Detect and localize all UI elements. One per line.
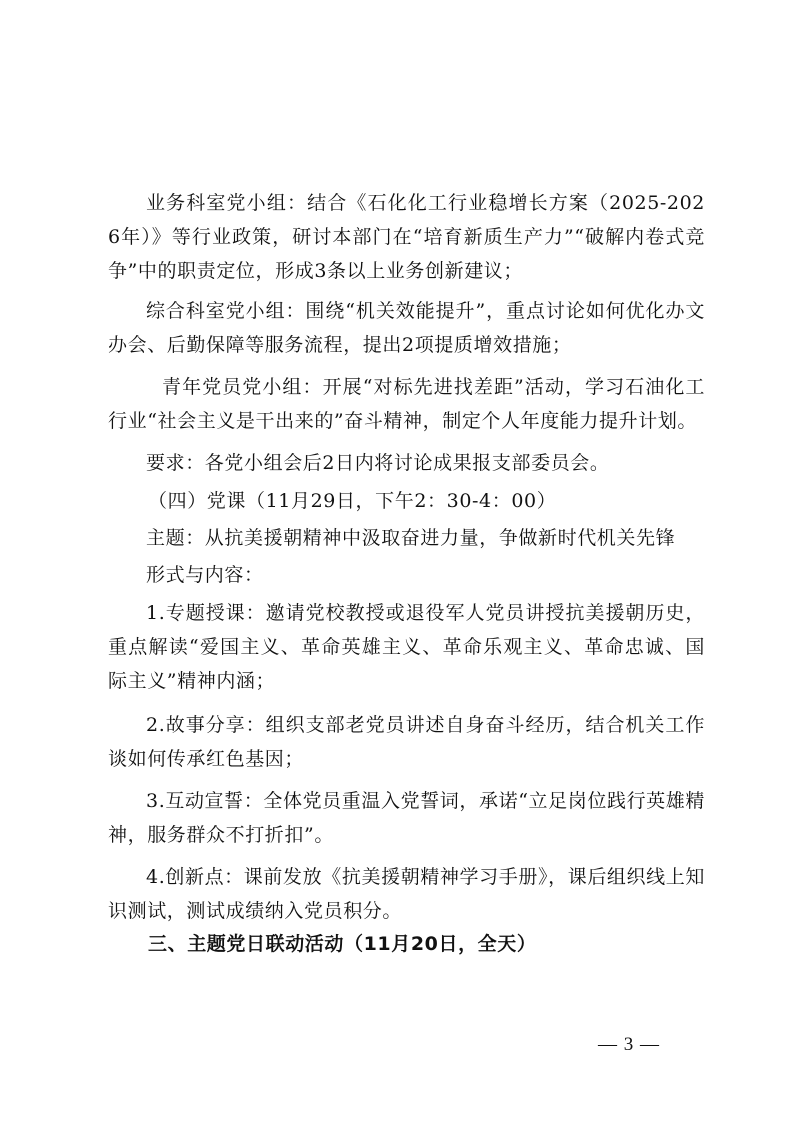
- paragraph-general-group: 综合科室党小组：围绕“机关效能提升”，重点讨论如何优化办文办会、后勤保障等服务流程，提出2项提质增效措施；: [108, 300, 705, 356]
- page-number: — 3 —: [598, 1034, 660, 1055]
- paragraph-requirement: 要求：各党小组会后2日内将讨论成果报支部委员会。: [146, 452, 610, 474]
- paragraph-business-group: 业务科室党小组：结合《石化化工行业稳增长方案（2025-2026年）》等行业政策，研讨本部门在“培育新质生产力”“破解内卷式竞争”中的职责定位，形成3条以上业务创新建议；: [108, 192, 705, 282]
- list-item-innovation: 4.创新点：课前发放《抗美援朝精神学习手册》，课后组织线上知识测试，测试成绩纳入党员积分。: [108, 866, 705, 922]
- list-item-lecture: 1.专题授课：邀请党校教授或退役军人党员讲授抗美援朝历史，重点解读“爱国主义、革命英雄主义、革命乐观主义、革命忠诚、国际主义”精神内涵；: [108, 602, 705, 692]
- paragraph-theme: 主题：从抗美援朝精神中汲取奋进力量，争做新时代机关先锋: [146, 527, 676, 549]
- list-item-story-sharing: 2.故事分享：组织支部老党员讲述自身奋斗经历，结合机关工作谈如何传承红色基因；: [108, 714, 705, 770]
- subsection-heading-party-lecture: （四）党课（11月29日，下午2：30-4：00）: [148, 490, 557, 512]
- list-item-oath: 3.互动宣誓：全体党员重温入党誓词，承诺“立足岗位践行英雄精神，服务群众不打折扣”。: [108, 790, 705, 846]
- paragraph-form-content: 形式与内容：: [146, 564, 264, 586]
- section-heading-theme-day: 三、主题党日联动活动（11月20日，全天）: [148, 933, 537, 955]
- paragraph-youth-group: 青年党员党小组：开展“对标先进找差距”活动，学习石油化工行业“社会主义是干出来的”奋斗精神，制定个人年度能力提升计划。: [108, 376, 705, 432]
